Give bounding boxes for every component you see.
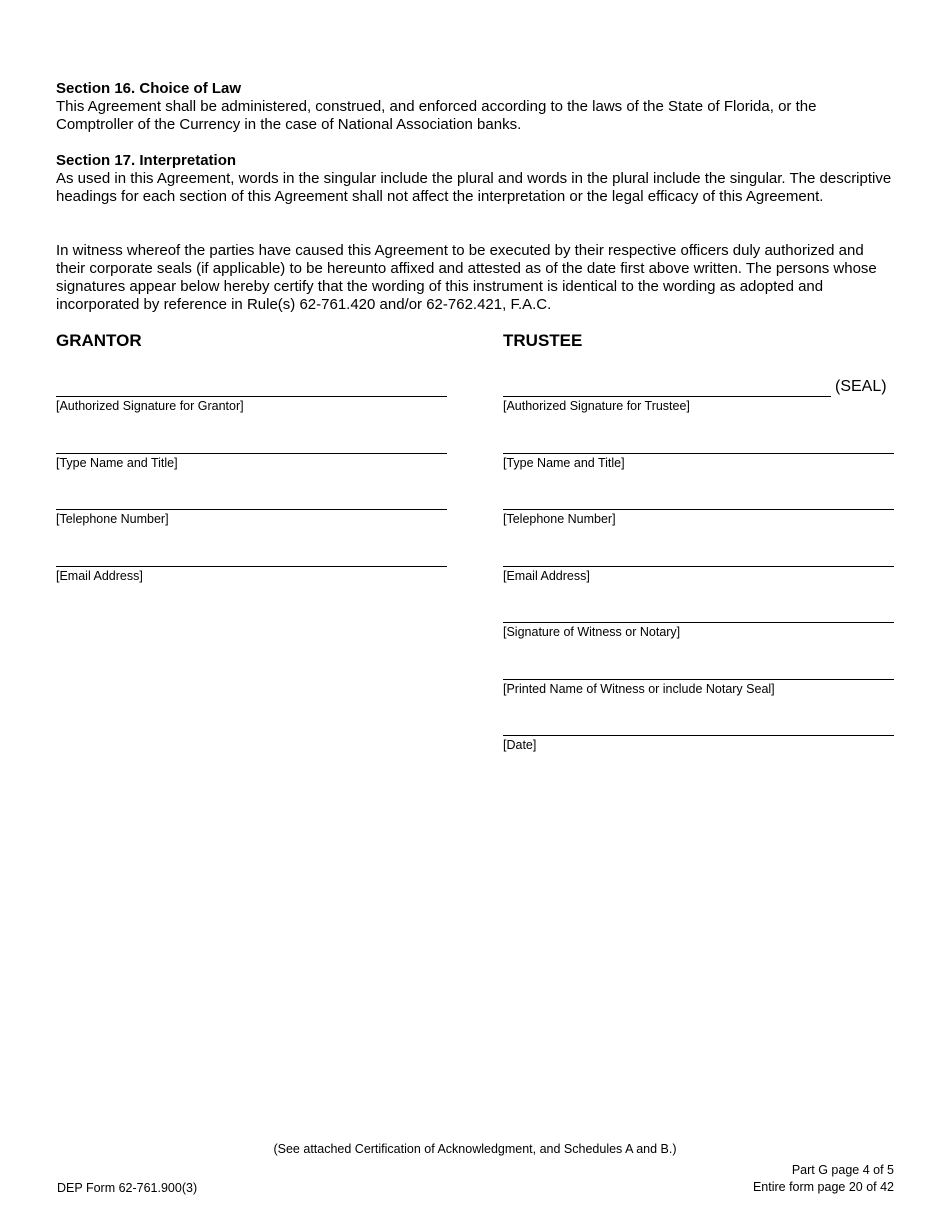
section-16-heading: Section 16. Choice of Law <box>56 80 242 97</box>
trustee-signature-field[interactable] <box>503 396 831 414</box>
signature-line <box>56 509 447 510</box>
trustee-telephone-field[interactable] <box>503 509 894 527</box>
field-label: [Telephone Number] <box>56 512 169 526</box>
field-label: [Signature of Witness or Notary] <box>503 625 681 639</box>
footer-note: (See attached Certification of Acknowledgment, and Schedules A and B.) <box>273 1142 677 1156</box>
signature-line <box>503 509 894 510</box>
grantor-signature-field[interactable] <box>56 396 447 414</box>
field-label: [Email Address] <box>56 569 143 583</box>
date-field[interactable] <box>503 735 894 753</box>
field-label: [Type Name and Title] <box>503 456 625 470</box>
section-16-text: This Agreement shall be administered, construed, and enforced according to the laws of the State of Florida, or the Comptroller of the Currency in the case of National Association banks. <box>56 98 817 133</box>
witness-text: In witness whereof the parties have caused this Agreement to be executed by their respective officers duly authorized and their corporate seals (if applicable) to be hereunto affixed and attested as of the date first above written. The persons whose signatures appear below hereby certify that the wording of this instrument is identical to the wording as adopted and incorporated by reference in Rule(s) 62-761.420 and/or 62-762.421, F.A.C. <box>56 242 877 313</box>
entire-page: Entire form page 20 of 42 <box>752 1180 894 1194</box>
field-label: [Printed Name of Witness or include Notary Seal] <box>503 682 775 696</box>
signature-line <box>503 566 894 567</box>
field-label: [Authorized Signature for Trustee] <box>503 399 690 413</box>
trustee-name-field[interactable] <box>503 453 894 471</box>
field-label: [Email Address] <box>503 569 590 583</box>
grantor-email-field[interactable] <box>56 566 447 584</box>
signature-line <box>503 453 894 454</box>
signature-line <box>56 566 447 567</box>
section-17 <box>56 152 896 206</box>
part-page: Part G page 4 of 5 <box>791 1163 894 1177</box>
section-16 <box>56 80 896 134</box>
field-label: [Authorized Signature for Grantor] <box>56 399 244 413</box>
field-label: [Telephone Number] <box>503 512 616 526</box>
form-id: DEP Form 62-761.900(3) <box>57 1181 198 1195</box>
signature-line <box>503 735 894 736</box>
signature-line <box>503 396 831 397</box>
signature-line <box>503 622 894 623</box>
section-17-text: As used in this Agreement, words in the singular include the plural and words in the plural include the singular. The descriptive headings for each section of this Agreement shall not affect the interpretation or the legal efficacy of this Agreement. <box>56 170 892 205</box>
witness-paragraph <box>56 242 896 314</box>
trustee-heading: TRUSTEE <box>503 331 583 350</box>
signature-line <box>503 679 894 680</box>
signature-line <box>56 453 447 454</box>
witness-signature-field[interactable] <box>503 622 894 640</box>
page-info <box>753 1162 894 1196</box>
trustee-email-field[interactable] <box>503 566 894 584</box>
grantor-heading: GRANTOR <box>56 331 142 350</box>
field-label: [Date] <box>503 738 537 752</box>
signature-line <box>56 396 447 397</box>
field-label: [Type Name and Title] <box>56 456 178 470</box>
grantor-telephone-field[interactable] <box>56 509 447 527</box>
seal-label: (SEAL) <box>835 378 887 395</box>
section-17-heading: Section 17. Interpretation <box>56 152 237 169</box>
grantor-name-field[interactable] <box>56 453 447 471</box>
witness-name-field[interactable] <box>503 679 894 697</box>
